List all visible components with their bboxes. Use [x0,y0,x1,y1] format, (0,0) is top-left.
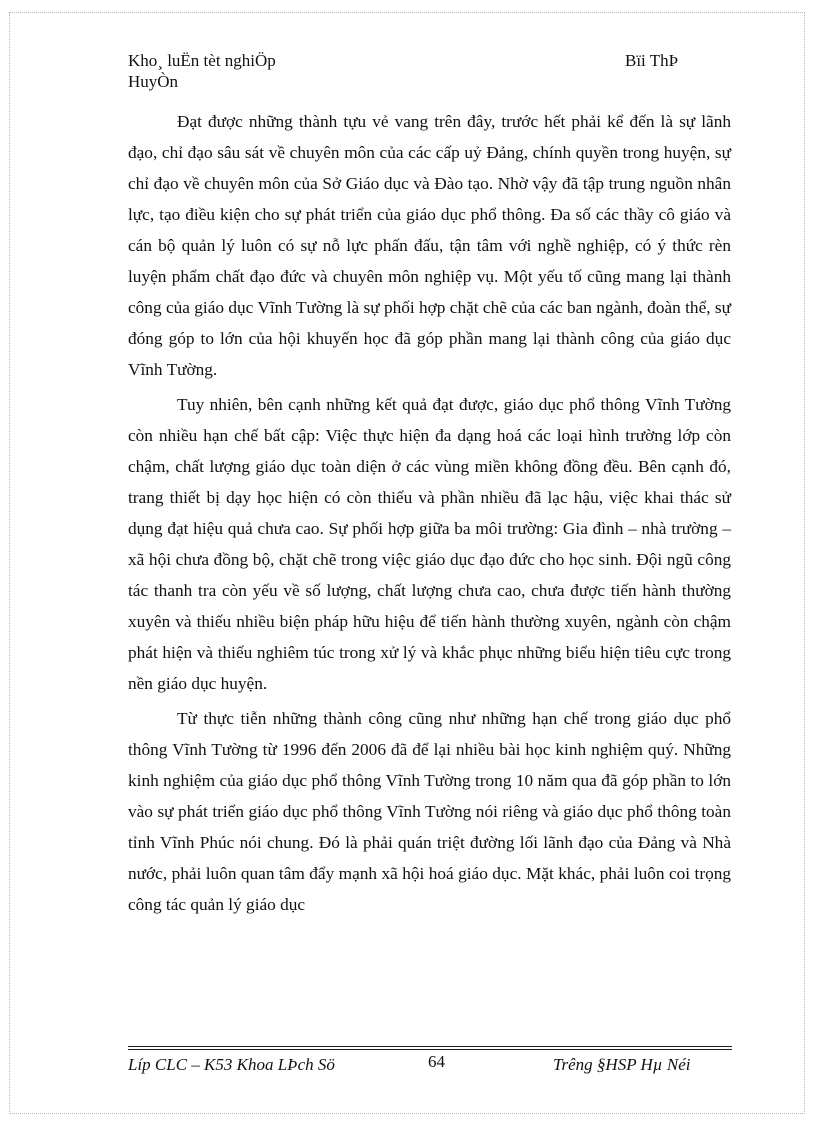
header-title: Kho¸ luËn tèt nghiÖp [128,51,276,70]
header-author-continued: HuyÒn [128,72,179,91]
paragraph-1: Đạt được những thành tựu vẻ vang trên đây, trước hết phải kể đến là sự lãnh đạo, chỉ đạo sâu sát về chuyên môn của các cấp uỷ Đảng, chính quyền trong huyện, sự chỉ đạo về chuyên môn của Sở Giáo dục và Đào tạo. Nhờ vậy đã tập trung nguồn nhân lực, tạo điều kiện cho sự phát triển của giáo dục phổ thông. Đa số các thầy cô giáo và cán bộ quản lý luôn có sự nỗ lực phấn đấu, tận tâm với nghề nghiệp, có ý thức rèn luyện phẩm chất đạo đức và chuyên môn nghiệp vụ. Một yếu tố cũng mang lại thành công của giáo dục Vĩnh Tường là sự phối hợp chặt chẽ của các ban ngành, đoàn thể, sự đóng góp to lớn của hội khuyến học đã góp phần mang lại thành công của giáo dục Vĩnh Tường. [128,112,731,379]
footer-rule-top [128,1046,732,1047]
header-author: Bïi ThÞ [625,51,679,70]
paragraph-3: Từ thực tiễn những thành công cũng như những hạn chế trong giáo dục phổ thông Vĩnh Tường từ 1996 đến 2006 đã để lại nhiều bài học kinh nghiệm quý. Những kinh nghiệm của giáo dục phổ thông Vĩnh Tường trong 10 năm qua đã góp phần to lớn vào sự phát triển giáo dục phổ thông Vĩnh Tường nói riêng và giáo dục phổ thông toàn tỉnh Vĩnh Phúc nói chung. Đó là phải quán triệt đường lối lãnh đạo của Đảng và Nhà nước, phải luôn quan tâm đẩy mạnh xã hội hoá giáo dục. Mặt khác, phải luôn coi trọng công tác quản lý giáo dục [128,709,731,914]
footer-rule-bottom [128,1049,732,1050]
document-body [128,106,731,924]
paragraph-2: Tuy nhiên, bên cạnh những kết quả đạt được, giáo dục phổ thông Vĩnh Tường còn nhiều hạn chế bất cập: Việc thực hiện đa dạng hoá các loại hình trường lớp còn chậm, chất lượng giáo dục toàn diện ở các vùng miền không đồng đều. Bên cạnh đó, trang thiết bị dạy học hiện có còn thiếu và phần nhiều đã lạc hậu, việc khai thác sử dụng đạt hiệu quả chưa cao. Sự phối hợp giữa ba môi trường: Gia đình – nhà trường – xã hội chưa đồng bộ, chặt chẽ trong việc giáo dục đạo đức cho học sinh. Đội ngũ công tác thanh tra còn yếu về số lượng, chất lượng chưa cao, chưa được tiến hành thường xuyên và thiếu nhiều biện pháp hữu hiệu để tiến hành thường xuyên, ngành còn chậm phát hiện và thiếu nghiêm túc trong xử lý và khắc phục những biểu hiện tiêu cực trong nền giáo dục huyện. [128,395,731,693]
footer-school: Trêng §HSP Hµ Néi [553,1055,691,1074]
footer-class-info: Líp CLC – K53 Khoa LÞch Sö [128,1055,335,1074]
page-number: 64 [428,1052,445,1071]
